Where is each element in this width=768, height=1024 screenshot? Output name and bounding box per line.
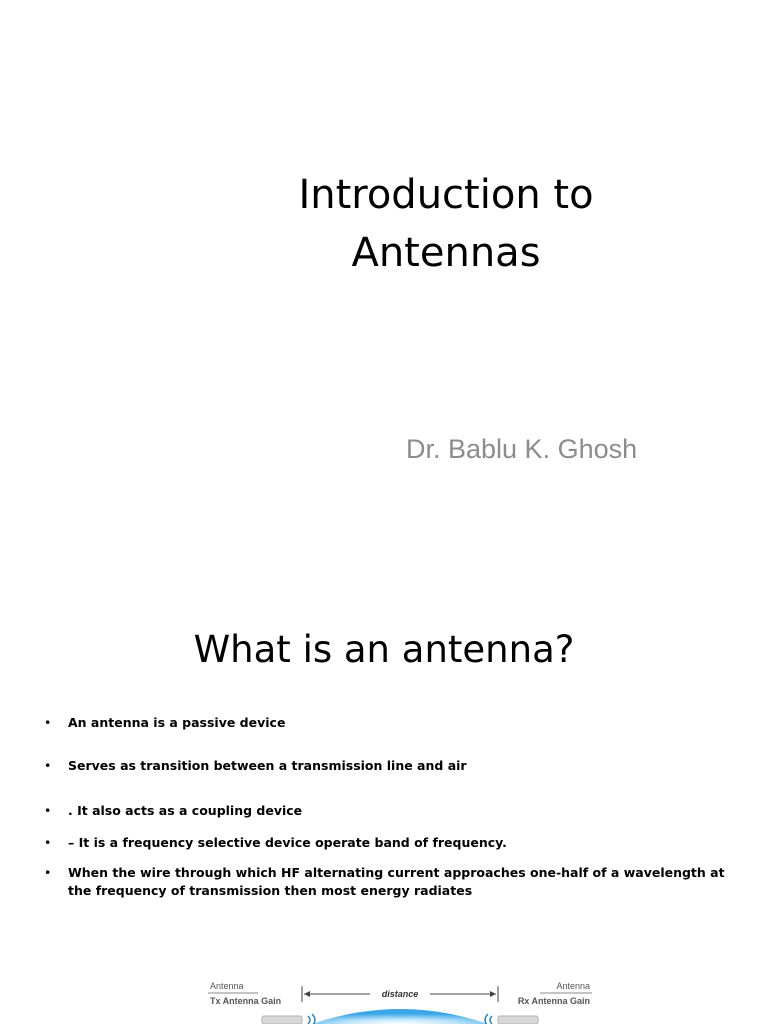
tx-wave-icon [308, 1014, 315, 1024]
rx-gain-label: Rx Antenna Gain [517, 996, 590, 1006]
bullet-text: – It is a frequency selective device operate band of frequency. [68, 835, 507, 850]
antenna-link-diagram [200, 976, 600, 1024]
bullet-marker: • [44, 758, 52, 773]
distance-label: distance [381, 989, 419, 999]
tx-antenna-icon [262, 1016, 302, 1024]
radio-beam [312, 1009, 488, 1024]
bullet-item [44, 802, 744, 820]
tx-gain-label: Tx Antenna Gain [210, 996, 282, 1006]
distance-arrow-right-icon [490, 991, 496, 997]
bullet-text: . It also acts as a coupling device [68, 803, 303, 818]
bullet-item [44, 834, 744, 852]
bullet-marker: • [44, 835, 52, 850]
bullet-text: An antenna is a passive device [68, 715, 286, 730]
slide-title [0, 166, 768, 282]
content-slide [0, 576, 768, 1024]
bullet-marker: • [44, 803, 52, 818]
slide-title-line-1: Introduction to [298, 172, 594, 218]
distance-arrow-left-icon [304, 991, 310, 997]
rx-antenna-icon [498, 1016, 538, 1024]
bullet-item [44, 714, 744, 732]
author-name: Dr. Bablu K. Ghosh [406, 434, 638, 464]
bullet-text: When the wire through which HF alternating current approaches one-half of a wavelength at the frequency of transmission then most energy radiates [68, 865, 725, 898]
bullet-item [44, 864, 744, 900]
content-slide-title: What is an antenna? [193, 628, 575, 671]
rx-wave-icon [485, 1014, 492, 1024]
bullet-text: Serves as transition between a transmission line and air [68, 758, 467, 773]
tx-antenna-label: Antenna [210, 981, 244, 991]
bullet-marker: • [44, 865, 52, 880]
slide-title-line-2: Antennas [351, 230, 541, 276]
bullet-marker: • [44, 715, 52, 730]
bullet-item [44, 757, 744, 775]
rx-antenna-label: Antenna [556, 981, 590, 991]
